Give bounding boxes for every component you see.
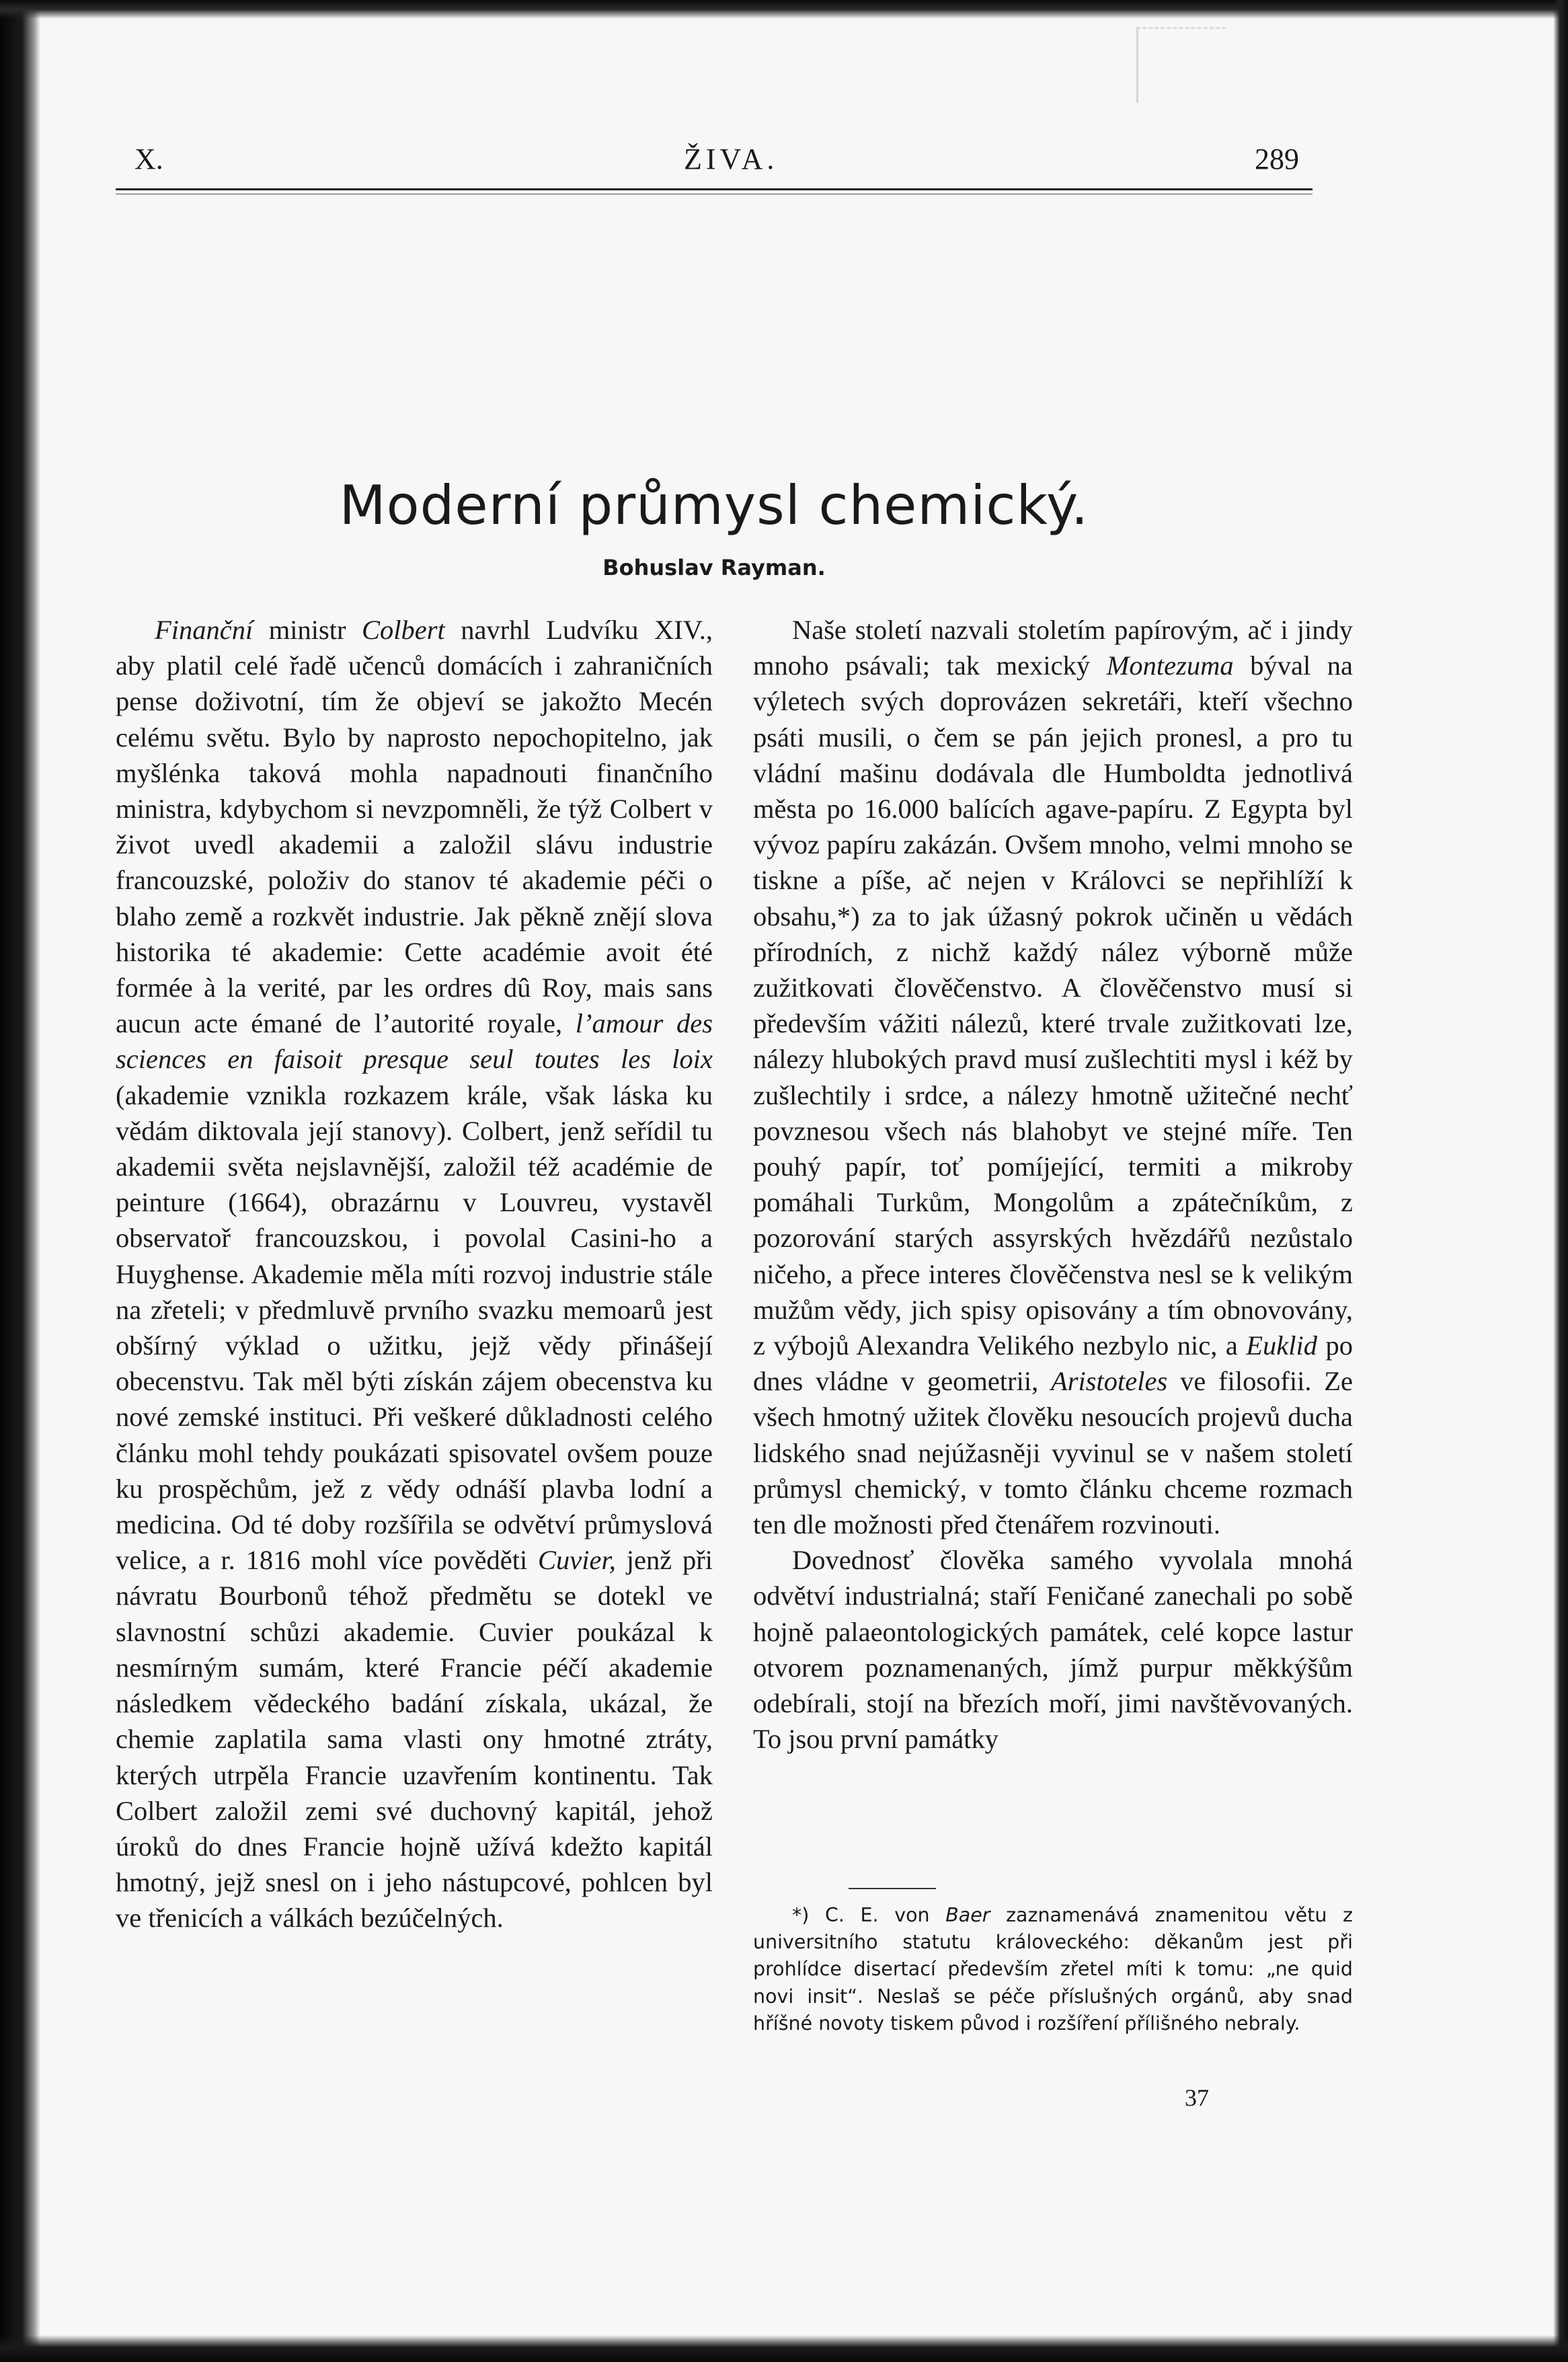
running-head xyxy=(116,138,1312,185)
text-run: ministr xyxy=(253,615,362,645)
page-number: 289 xyxy=(1255,143,1299,176)
scan-artifact xyxy=(1136,27,1226,103)
scan-right-edge xyxy=(1553,0,1568,2362)
right-column xyxy=(753,612,1353,1757)
journal-title: ŽIVA. xyxy=(684,143,779,176)
paragraph: Dovednosť člověka samého vyvolala mnohá odvětví industrialná; staří Feničané zanechali po sobě hojně palaeontologických památek, celé kopce lastur otvorem poznamenaných, jímž purpur měkkýšům odebírali, stojí na březích moří, jimi navštěvovaných. To jsou první památky xyxy=(753,1545,1353,1755)
emphasis: Baer xyxy=(945,1904,990,1926)
article-author: Bohuslav Rayman. xyxy=(602,555,826,580)
scan-bottom-edge xyxy=(0,2335,1568,2362)
emphasis: Colbert xyxy=(362,615,445,645)
text-run: *) C. E. von xyxy=(792,1904,946,1926)
text-run: po dnes vládne v geometrii, xyxy=(753,1330,1353,1397)
emphasis: Finanční xyxy=(155,615,253,645)
article-title: Moderní průmysl chemický. xyxy=(339,474,1089,537)
emphasis: Montezuma xyxy=(1106,650,1234,681)
scan-top-edge xyxy=(0,0,1568,19)
paragraph xyxy=(116,612,713,1936)
text-run: ve filosofii. Ze všech hmotný užitek člověku nesoucích projevů ducha lidského snad nejúžasněji vyvinul se v našem století průmysl chemický, v tomto článku chceme rozmach ten dle možnosti před čtenářem rozvinouti. xyxy=(753,1366,1353,1540)
header-rule xyxy=(116,188,1312,190)
text-run: (akademie vznikla rozkazem krále, však láska ku vědám diktovala její stanovy). Colbert, jenž seřídil tu akademii světa nejslavnější, založil též académie de peinture (1664), obrazárnu v Louvreu, vystavěl observatoř francouzskou, i povolal Casini-ho a Huyghense. Akademie měla míti rozvoj industrie stále na zřeteli; v předmluvě prvního svazku memoarů jest obšírný výklad o užitku, jejž vědy přinášejí obecenstvu. Tak měl býti získán zájem obecenstva ku nové zemské instituci. Při veškeré důkladnosti celého článku mohl tehdy poukázati spisovatel ovšem pouze ku prospěchům, jež z vědy odnáší plavba lodní a medicina. Od té doby rozšířila se odvětví průmyslová velice, a r. 1816 mohl více pověděti xyxy=(116,1079,713,1576)
footnote-text xyxy=(753,1902,1353,2037)
paragraph xyxy=(753,612,1353,1542)
scan-left-edge xyxy=(0,0,40,2362)
left-column xyxy=(116,612,713,1936)
emphasis: Cuvier, xyxy=(538,1545,616,1576)
footnote xyxy=(753,1902,1353,2037)
signature-mark: 37 xyxy=(1185,2084,1209,2111)
footnote-rule xyxy=(849,1888,936,1889)
emphasis: Aristoteles xyxy=(1051,1366,1168,1397)
emphasis: Euklid xyxy=(1246,1330,1318,1361)
volume-number: X. xyxy=(134,143,163,176)
text-run: navrhl Ludvíku XIV., aby platil celé řadě učenců domácích i zahraničních pense doživotní, tím že objeví se jakožto Mecén celému světu. Bylo by naprosto nepochopitelno, jak myšlénka taková mohla napadnouti finančního ministra, kdybychom si nevzpomněli, že týž Colbert v život uvedl akademii a založil slávu industrie francouzské, položiv do stanov té akademie péči o blaho země a rozkvět industrie. Jak pěkně znějí slova historika té akademie: Cette académie avoit été formée à la verité, par les ordres dû Roy, mais sans aucun acte émané de l’autorité royale, xyxy=(116,615,713,1039)
emphasis: l’amour des sciences en faisoit presque seul toutes les loix xyxy=(116,1008,713,1075)
text-run: býval na výletech svých doprovázen sekretáři, kteří všechno psáti musili, o čem se pán jejich pronesl, a pro tu vládní mašinu dodávala dle Humboldta jednotlivá města po 16.000 balících agave-papíru. Z Egypta byl vývoz papíru zakázán. Ovšem mnoho, velmi mnoho se tiskne a píše, ač nejen v Královci se nepřihlíží k obsahu,*) za to jak úžasný pokrok učiněn u vědách přírodních, z nichž každý nález výborně může zužitkovati člověčenstvo. A člověčenstvo musí si především vážiti nálezů, které trvale zužitkovati lze, nálezy hlubokých pravd musí zušlechtiti mysl i kéž by zušlechtily i srdce, a nálezy hmotně užitečné nechť povznesou všech nás blahobyt ve stejné míře. Ten pouhý papír, toť pomíjející, termiti a mikroby pomáhali Turkům, Mongolům a zpátečníkům, z pozorování starých assyrských hvězdářů nezůstalo ničeho, a přece interes člověčenstva nesl se k velikým mužům vědy, jich spisy opisovány a tím obnovovány, z výbojů Alexandra Velikého nezbylo nic, a xyxy=(753,650,1353,1361)
text-run: zaznamenává znamenitou větu z universitního statutu královeckého: děkanům jest při prohlídce disertací především zřetel míti k tomu: „ne quid novi insit“. Neslaš se péče příslušných orgánů, aby snad hříšné novoty tiskem původ i rozšíření přílišného nebraly. xyxy=(753,1904,1353,2034)
text-run: Naše století nazvali stoletím papírovým, ač i jindy mnoho psávali; tak mexický xyxy=(753,615,1353,681)
text-run: jenž při návratu Bourbonů téhož předmětu se dotekl ve slavnostní schůzi akademie. Cuvier poukázal k nesmírným sumám, které Francie péčí akademie následkem vědeckého badání získala, ukázal, že chemie zaplatila sama vlasti ony hmotné ztráty, kterých utrpěla Francie uzavřením kontinentu. Tak Colbert založil zemi své duchovný kapitál, jehož úroků do dnes Francie hojně užívá kdežto kapitál hmotný, jejž snesl on i jeho nástupcové, pohlcen byl ve třenicích a válkách bezúčelných. xyxy=(116,1545,713,1934)
